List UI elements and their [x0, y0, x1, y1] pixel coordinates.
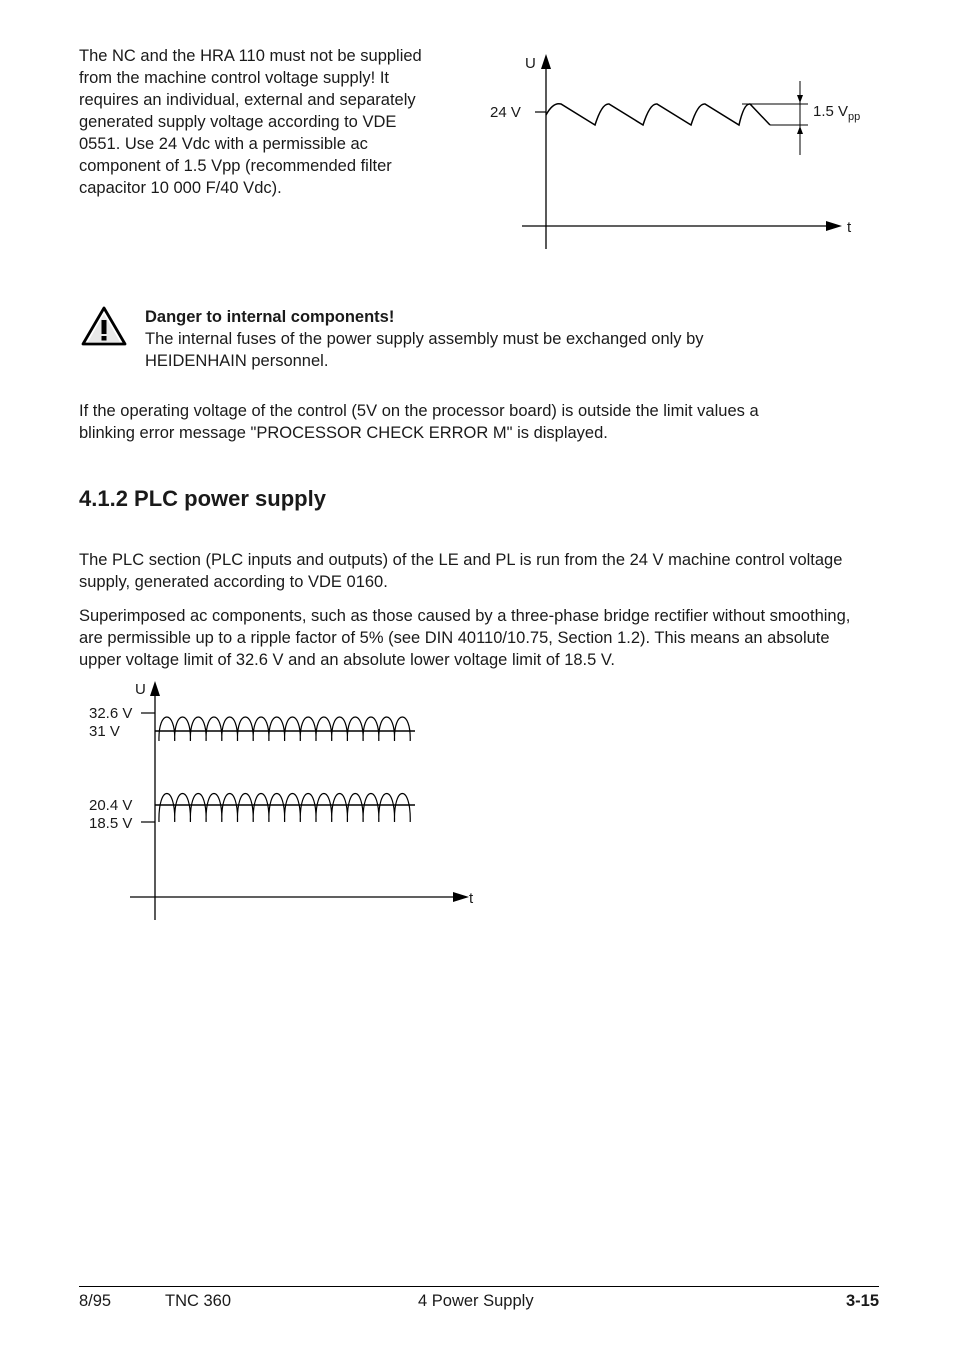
plc-line: are permissible up to a ripple factor of 5% (see DIN 40110/10.75, Section 1.2). This means an absolute — [79, 629, 830, 647]
u-axis-arrow-icon — [541, 54, 551, 69]
intro-line: capacitor 10 000 F/40 Vdc). — [79, 179, 282, 197]
u-axis-arrow-icon — [150, 681, 160, 696]
intro-line: The NC and the HRA 110 must not be supplied — [79, 47, 422, 65]
ripple-label: 1.5 $V_{pp}$ — [813, 103, 861, 123]
label-32-6: 32.6 V — [89, 705, 133, 722]
level-label: 24 V — [490, 104, 521, 121]
intro-line: 0551. Use 24 Vdc with a permissible ac — [79, 135, 368, 153]
plc-line: supply, generated according to VDE 0160. — [79, 573, 388, 591]
warning-line: The internal fuses of the power supply assembly must be exchanged only by — [145, 330, 704, 348]
intro-line: generated supply voltage according to VDE — [79, 113, 397, 131]
footer-date: 8/95 — [79, 1292, 112, 1310]
lower-ripple-waveform — [159, 794, 410, 823]
plc-line: The PLC section (PLC inputs and outputs) of the LE and PL is run from the 24 V machine control voltage — [79, 551, 843, 569]
t-axis-arrow-icon — [826, 221, 842, 231]
plc-paragraph-2 — [79, 605, 884, 671]
intro-line: from the machine control voltage supply! It — [79, 69, 389, 87]
voltage-note-line: blinking error message "PROCESSOR CHECK ERROR M" is displayed. — [79, 424, 608, 442]
t-axis-label: t — [847, 219, 852, 236]
plc-paragraph-1 — [79, 549, 879, 593]
voltage-note-line: If the operating voltage of the control (5V on the processor board) is outside the limit values a — [79, 402, 759, 420]
plc-line: upper voltage limit of 32.6 V and an absolute lower voltage limit of 18.5 V. — [79, 651, 615, 669]
warning-text — [145, 328, 785, 372]
label-31: 31 V — [89, 723, 120, 740]
warning-title: Danger to internal components! — [145, 308, 395, 326]
u-axis-label: U — [525, 55, 536, 72]
dimension-arrow-up-icon — [797, 126, 803, 134]
warning-triangle-icon — [80, 305, 128, 347]
ripple-waveform — [546, 104, 770, 125]
footer-product: TNC 360 — [165, 1292, 232, 1310]
footer-rule — [79, 1286, 879, 1287]
label-20-4: 20.4 V — [89, 797, 133, 814]
dimension-arrow-down-icon — [797, 95, 803, 103]
ripple-diagram-24v — [480, 45, 880, 255]
intro-paragraph — [79, 45, 464, 199]
warning-line: HEIDENHAIN personnel. — [145, 352, 329, 370]
intro-line: requires an individual, external and separately — [79, 91, 416, 109]
t-axis-label: t — [469, 890, 474, 907]
plc-voltage-diagram — [79, 675, 489, 925]
plc-line: Superimposed ac components, such as those caused by a three-phase bridge rectifier without smoothing, — [79, 607, 851, 625]
label-18-5: 18.5 V — [89, 815, 133, 832]
u-axis-label: U — [135, 681, 146, 698]
footer-chapter: 4 Power Supply — [418, 1292, 534, 1310]
t-axis-arrow-icon — [453, 892, 469, 902]
intro-line: component of 1.5 Vpp (recommended filter — [79, 157, 392, 175]
footer-page-number: 3-15 — [845, 1292, 879, 1310]
voltage-note — [79, 400, 879, 444]
upper-ripple-waveform — [159, 717, 410, 741]
section-heading: 4.1.2 PLC power supply — [79, 486, 326, 511]
